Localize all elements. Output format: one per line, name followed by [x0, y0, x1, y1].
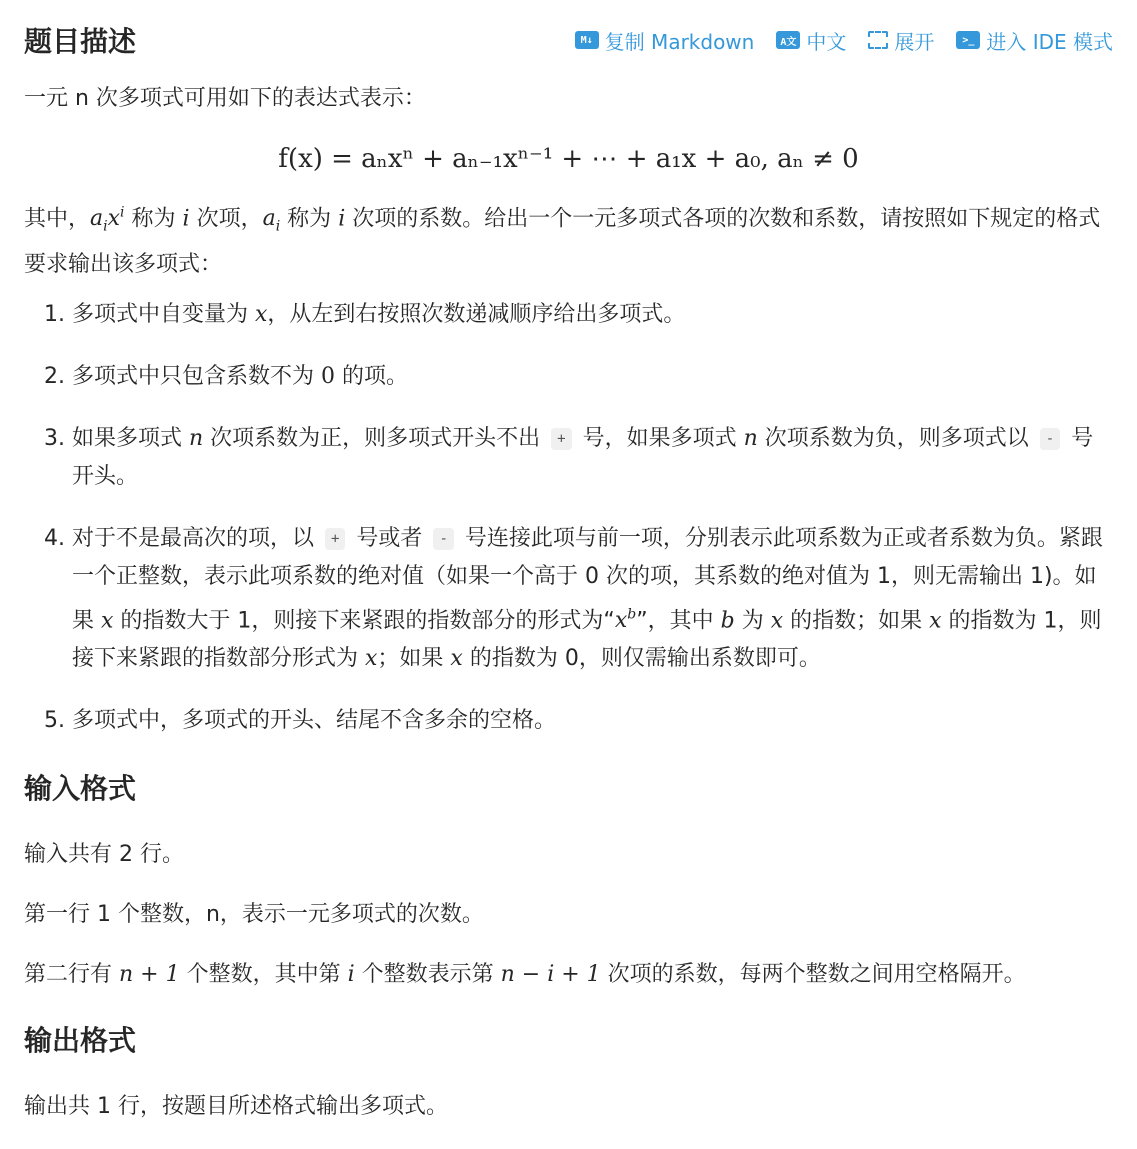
input-line-3: 第二行有 n + 1 个整数，其中第 i 个整数表示第 n − i + 1 次项的系数，每两个整数之间用空格隔开。: [24, 962, 1026, 988]
plus-code: +: [551, 428, 571, 450]
intro-text: 一元 n 次多项式可用如下的表达式表示：: [24, 86, 426, 111]
toolbar: [575, 26, 1113, 55]
rules-list: [24, 296, 1113, 740]
section-title-description: 题目描述: [24, 25, 137, 58]
rule-item: 5. 多项式中，多项式的开头、结尾不含多余的空格。: [72, 702, 1113, 740]
minus-code: -: [1040, 428, 1060, 450]
polynomial-formula: f(x) = aₙxⁿ + aₙ₋₁xⁿ⁻¹ + ⋯ + a₁x + a₀, aₙ ≠ 0: [278, 144, 859, 174]
section-title-input: 输入格式: [24, 772, 137, 806]
rule-item: 1. 多项式中自变量为 x，从左到右按照次数递减顺序给出多项式。: [72, 296, 1113, 334]
input-line-2: 第一行 1 个整数，n，表示一元多项式的次数。: [24, 902, 484, 928]
term-aixi: $a_ix^i$: [90, 205, 125, 235]
plus-code: +: [325, 528, 345, 550]
input-line-1: 输入共有 2 行。: [24, 842, 184, 868]
copy-markdown-button[interactable]: M↓ 复制 Markdown: [575, 26, 755, 55]
minus-code: -: [433, 528, 453, 550]
translate-icon: A文: [776, 31, 800, 49]
description-paragraph: 其中，$a_ix^i$ 称为 i 次项，$a_i$ 称为 i 次项的系数。给出一个一元多项式各项的次数和系数，请按照如下规定的格式要求输出该多项式：: [24, 205, 1101, 277]
rule-item: 4. 对于不是最高次的项，以 + 号或者 - 号连接此项与前一项，分别表示此项系数为正或者系数为负。紧跟一个正整数，表示此项系数的绝对值（如果一个高于 0 次的项，其系数的绝对值为 1，则无需输出 1)。如果 x 的指数大于 1，则接下来紧跟的指数部分的形式为“$x^b$”，其中 b 为 x 的指数；如果 x 的指数为 1，则接下来紧跟的指数部分形式为 x；如果 x 的指数为 0，则仅需输出系数即可。: [72, 520, 1113, 678]
output-line-1: 输出共 1 行，按题目所述格式输出多项式。: [24, 1094, 448, 1120]
markdown-icon: M↓: [575, 31, 599, 49]
terminal-icon: >_: [956, 31, 980, 49]
rule-item: 2. 多项式中只包含系数不为 0 的项。: [72, 358, 1113, 396]
expand-icon: [868, 31, 888, 49]
rule-item: 3. 如果多项式 n 次项系数为正，则多项式开头不出 + 号，如果多项式 n 次项系数为负，则多项式以 - 号开头。: [72, 420, 1113, 496]
language-button[interactable]: A文 中文: [776, 26, 846, 55]
expand-button[interactable]: 展开: [868, 26, 934, 55]
header-bar: [24, 0, 1113, 80]
ide-mode-button[interactable]: >_ 进入 IDE 模式: [956, 26, 1113, 55]
section-title-output: 输出格式: [24, 1024, 137, 1058]
